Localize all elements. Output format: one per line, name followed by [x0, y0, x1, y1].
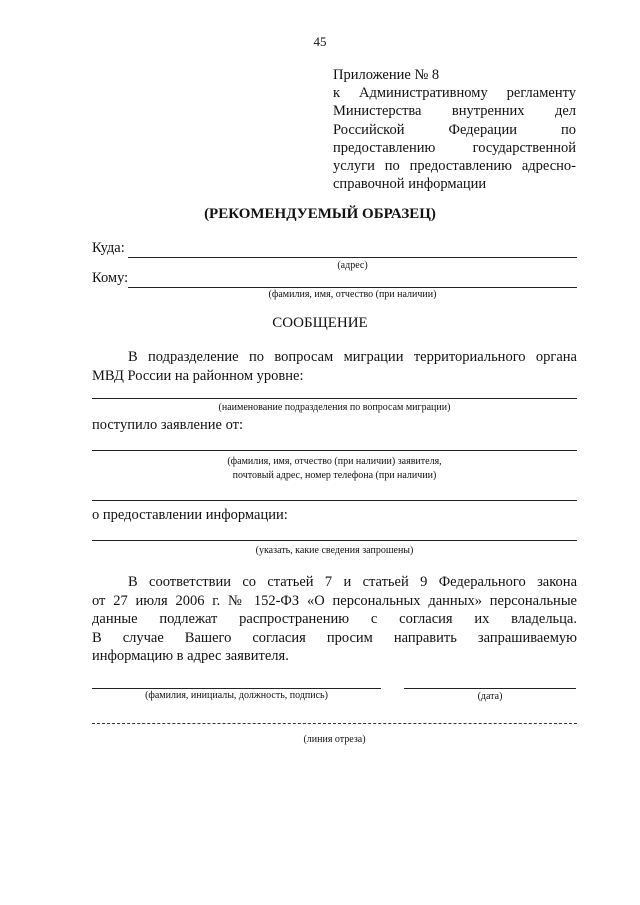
intro-line: МВД России на районном уровне:	[92, 368, 304, 384]
page-number: 45	[313, 34, 327, 49]
legal-line: В случае Вашего согласия просим направить запрашиваемую	[92, 629, 577, 646]
applicant-caption-line: почтовый адрес, номер телефона (при наличии)	[232, 470, 437, 481]
about-label: о предоставлении информации:	[92, 507, 288, 523]
legal-line: данные подлежат распространению с согласия их владельца.	[92, 611, 577, 627]
date-line	[404, 688, 576, 689]
applicant-caption-line: (фамилия, имя, отчество (при наличии) заявителя,	[227, 456, 442, 467]
appendix-line: Приложение № 8	[333, 67, 440, 83]
subdivision-caption: (наименование подразделения по вопросам миграции)	[218, 402, 451, 413]
legal-paragraph	[92, 573, 577, 666]
date-caption: (дата)	[477, 691, 503, 702]
intro-paragraph	[92, 348, 577, 386]
requested-line	[92, 540, 577, 541]
appendix-block	[333, 66, 576, 193]
cut-caption: (линия отреза)	[303, 734, 366, 745]
appendix-line: к Административному регламенту	[333, 85, 576, 102]
to-where-line	[128, 257, 577, 258]
legal-line: В соответствии со статьей 7 и статьей 9 Федерального закона	[128, 574, 577, 590]
subdivision-line	[92, 398, 577, 399]
legal-line: от 27 июля 2006 г. № 152-ФЗ «О персональных данных» персональные	[92, 592, 577, 609]
appendix-line: Министерства внутренних дел	[333, 103, 576, 120]
to-whom-line	[128, 287, 577, 288]
to-whom-caption: (фамилия, имя, отчество (при наличии)	[268, 289, 437, 300]
appendix-line: Российской Федерации по	[333, 121, 576, 138]
applicant-caption	[92, 455, 577, 483]
sample-title: (РЕКОМЕНДУЕМЫЙ ОБРАЗЕЦ)	[204, 206, 436, 222]
document-title: СООБЩЕНИЕ	[272, 315, 368, 331]
appendix-line: предоставлению государственной	[333, 139, 576, 156]
to-whom-label: Кому:	[92, 270, 129, 286]
signature-line	[92, 688, 381, 689]
to-where-caption: (адрес)	[337, 260, 368, 271]
requested-caption: (указать, какие сведения запрошены)	[255, 545, 414, 556]
intro-line: В подразделение по вопросам миграции территориального органа	[128, 349, 577, 365]
signature-caption: (фамилия, инициалы, должность, подпись)	[145, 690, 328, 701]
to-where-label: Куда:	[92, 240, 125, 256]
appendix-line: справочной информации	[333, 176, 487, 193]
received-label: поступило заявление от:	[92, 417, 243, 433]
legal-line: информацию в адрес заявителя.	[92, 648, 289, 664]
applicant-line-2	[92, 500, 577, 501]
cut-line	[92, 723, 577, 724]
applicant-line	[92, 450, 577, 451]
appendix-line: услуги по предоставлению адресно-	[333, 158, 576, 175]
